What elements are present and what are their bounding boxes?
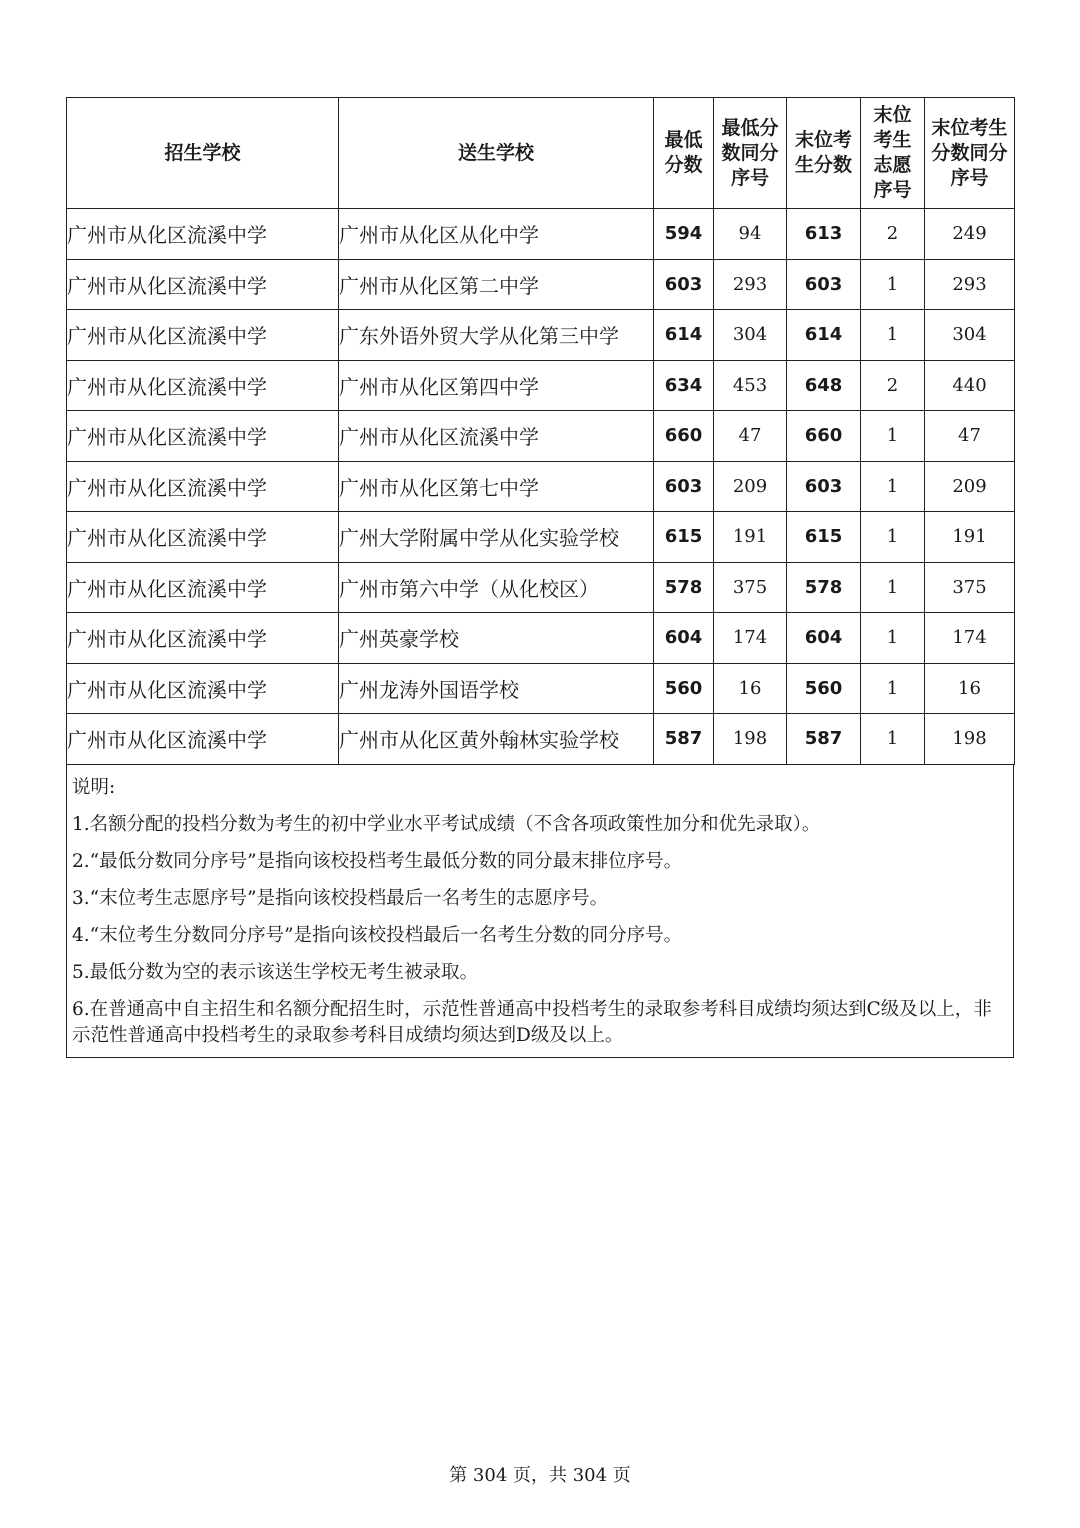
cell-min-score-rank: 375 (714, 562, 787, 613)
cell-min-score: 604 (654, 613, 714, 664)
cell-send-school: 广州市从化区黄外翰林实验学校 (339, 714, 654, 765)
cell-last-rank: 198 (925, 714, 1015, 765)
cell-send-school: 广州市从化区第二中学 (339, 259, 654, 310)
cell-last-score: 614 (787, 310, 861, 361)
cell-last-wish: 1 (861, 259, 925, 310)
cell-last-rank: 440 (925, 360, 1015, 411)
admission-table (66, 97, 1015, 765)
header-min-score: 最低分数 (654, 98, 714, 209)
cell-last-rank: 191 (925, 512, 1015, 563)
cell-min-score-rank: 304 (714, 310, 787, 361)
cell-send-school: 广州市第六中学（从化校区） (339, 562, 654, 613)
cell-min-score: 660 (654, 411, 714, 462)
cell-send-school: 广州市从化区从化中学 (339, 209, 654, 260)
table-row (67, 613, 1015, 664)
note-item: 4.“末位考生分数同分序号”是指向该校投档最后一名考生分数的同分序号。 (72, 924, 683, 946)
table-row (67, 259, 1015, 310)
cell-recruit-school: 广州市从化区流溪中学 (67, 310, 339, 361)
cell-send-school: 广东外语外贸大学从化第三中学 (339, 310, 654, 361)
cell-last-score: 613 (787, 209, 861, 260)
cell-last-score: 578 (787, 562, 861, 613)
cell-recruit-school: 广州市从化区流溪中学 (67, 360, 339, 411)
cell-min-score: 603 (654, 259, 714, 310)
cell-min-score-rank: 174 (714, 613, 787, 664)
cell-last-rank: 293 (925, 259, 1015, 310)
table-row (67, 411, 1015, 462)
notes-title: 说明: (72, 776, 116, 798)
cell-send-school: 广州英豪学校 (339, 613, 654, 664)
cell-last-wish: 1 (861, 714, 925, 765)
cell-min-score-rank: 16 (714, 663, 787, 714)
cell-last-rank: 209 (925, 461, 1015, 512)
cell-min-score-rank: 94 (714, 209, 787, 260)
cell-last-wish: 1 (861, 411, 925, 462)
cell-recruit-school: 广州市从化区流溪中学 (67, 461, 339, 512)
table-row (67, 663, 1015, 714)
cell-last-wish: 2 (861, 360, 925, 411)
cell-min-score-rank: 47 (714, 411, 787, 462)
cell-min-score-rank: 453 (714, 360, 787, 411)
cell-recruit-school: 广州市从化区流溪中学 (67, 714, 339, 765)
cell-min-score: 594 (654, 209, 714, 260)
cell-last-wish: 1 (861, 613, 925, 664)
cell-recruit-school: 广州市从化区流溪中学 (67, 613, 339, 664)
cell-min-score: 615 (654, 512, 714, 563)
admission-table-container (66, 97, 1014, 1058)
cell-last-wish: 1 (861, 310, 925, 361)
cell-send-school: 广州龙涛外国语学校 (339, 663, 654, 714)
cell-last-score: 648 (787, 360, 861, 411)
cell-recruit-school: 广州市从化区流溪中学 (67, 411, 339, 462)
cell-last-wish: 2 (861, 209, 925, 260)
header-recruit-school: 招生学校 (67, 98, 339, 209)
cell-last-wish: 1 (861, 512, 925, 563)
cell-recruit-school: 广州市从化区流溪中学 (67, 663, 339, 714)
cell-min-score: 603 (654, 461, 714, 512)
table-row (67, 714, 1015, 765)
cell-min-score: 560 (654, 663, 714, 714)
cell-last-score: 603 (787, 461, 861, 512)
cell-last-rank: 375 (925, 562, 1015, 613)
cell-last-rank: 304 (925, 310, 1015, 361)
cell-last-score: 560 (787, 663, 861, 714)
cell-recruit-school: 广州市从化区流溪中学 (67, 259, 339, 310)
header-last-wish: 末位考生志愿序号 (861, 98, 925, 209)
cell-last-score: 615 (787, 512, 861, 563)
note-item: 1.名额分配的投档分数为考生的初中学业水平考试成绩（不含各项政策性加分和优先录取）。 (72, 813, 821, 835)
note-item: 3.“末位考生志愿序号”是指向该校投档最后一名考生的志愿序号。 (72, 887, 609, 909)
cell-min-score-rank: 191 (714, 512, 787, 563)
table-row (67, 360, 1015, 411)
page-number-footer: 第 304 页，共 304 页 (449, 1465, 631, 1486)
cell-send-school: 广州市从化区流溪中学 (339, 411, 654, 462)
header-min-score-rank: 最低分数同分序号 (714, 98, 787, 209)
cell-send-school: 广州市从化区第七中学 (339, 461, 654, 512)
cell-recruit-school: 广州市从化区流溪中学 (67, 562, 339, 613)
table-row (67, 461, 1015, 512)
cell-recruit-school: 广州市从化区流溪中学 (67, 209, 339, 260)
cell-last-score: 587 (787, 714, 861, 765)
table-header-row (67, 98, 1015, 209)
cell-recruit-school: 广州市从化区流溪中学 (67, 512, 339, 563)
table-row (67, 209, 1015, 260)
header-send-school: 送生学校 (339, 98, 654, 209)
cell-last-rank: 249 (925, 209, 1015, 260)
table-row (67, 562, 1015, 613)
cell-last-score: 603 (787, 259, 861, 310)
cell-min-score-rank: 293 (714, 259, 787, 310)
cell-last-score: 604 (787, 613, 861, 664)
note-item: 6.在普通高中自主招生和名额分配招生时，示范性普通高中投档考生的录取参考科目成绩均须达到C级及以上，非示范性普通高中投档考生的录取参考科目成绩均须达到D级及以上。 (72, 998, 992, 1046)
cell-last-wish: 1 (861, 562, 925, 613)
cell-last-wish: 1 (861, 461, 925, 512)
header-last-score: 末位考生分数 (787, 98, 861, 209)
table-row (67, 310, 1015, 361)
cell-send-school: 广州大学附属中学从化实验学校 (339, 512, 654, 563)
cell-min-score: 578 (654, 562, 714, 613)
notes-section (66, 765, 1014, 1058)
note-item: 2.“最低分数同分序号”是指向该校投档考生最低分数的同分最末排位序号。 (72, 850, 683, 872)
cell-last-rank: 16 (925, 663, 1015, 714)
cell-last-rank: 174 (925, 613, 1015, 664)
cell-min-score: 634 (654, 360, 714, 411)
cell-min-score: 614 (654, 310, 714, 361)
table-body (67, 209, 1015, 765)
note-item: 5.最低分数为空的表示该送生学校无考生被录取。 (72, 961, 479, 983)
cell-last-score: 660 (787, 411, 861, 462)
table-row (67, 512, 1015, 563)
cell-last-wish: 1 (861, 663, 925, 714)
cell-min-score-rank: 198 (714, 714, 787, 765)
cell-send-school: 广州市从化区第四中学 (339, 360, 654, 411)
header-last-rank: 末位考生分数同分序号 (925, 98, 1015, 209)
cell-last-rank: 47 (925, 411, 1015, 462)
cell-min-score-rank: 209 (714, 461, 787, 512)
cell-min-score: 587 (654, 714, 714, 765)
